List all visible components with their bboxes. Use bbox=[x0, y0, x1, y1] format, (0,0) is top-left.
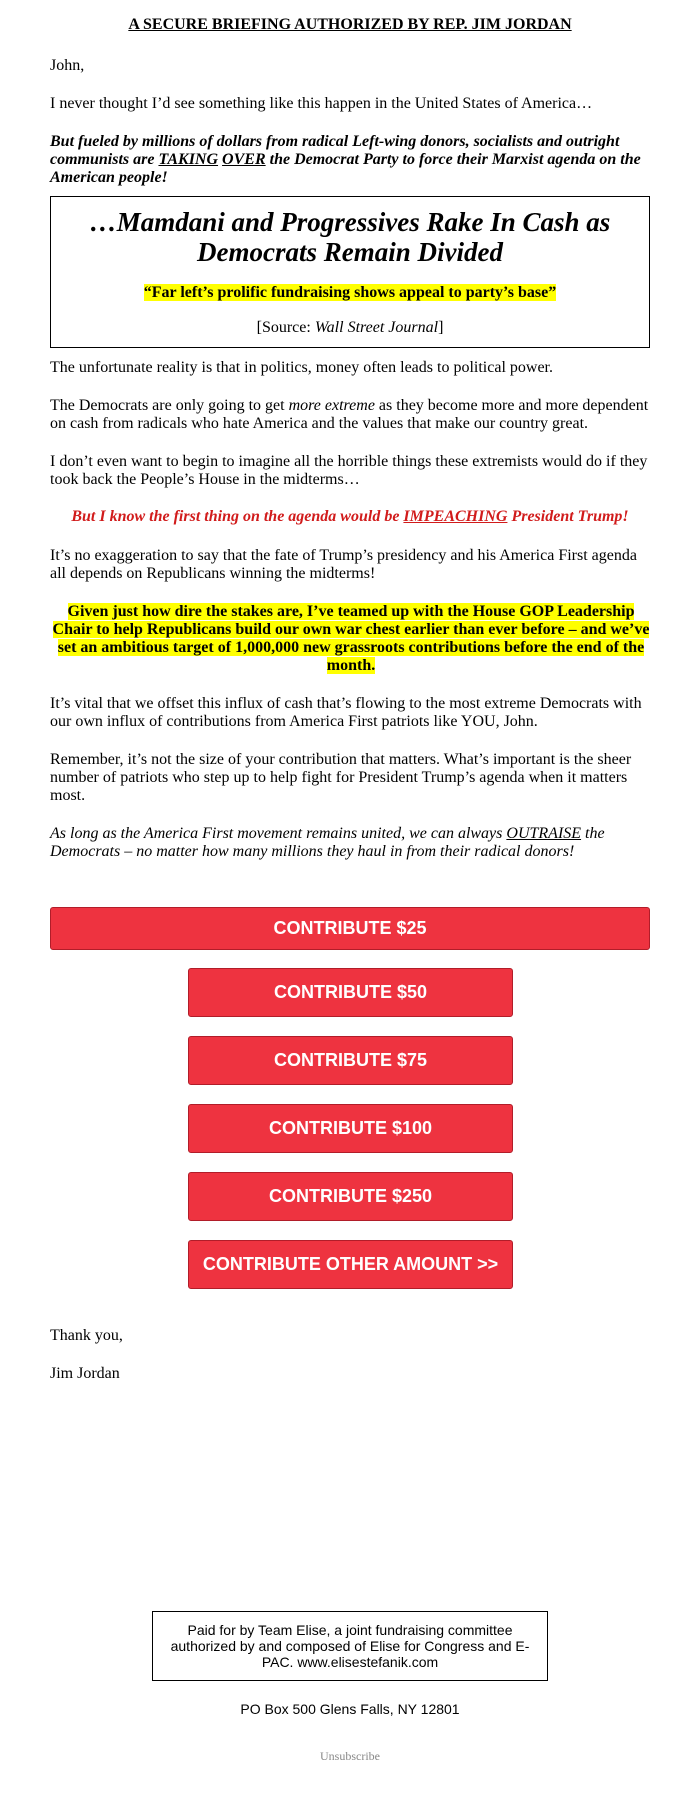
source-name: Wall Street Journal bbox=[314, 319, 439, 336]
contribute-250-button[interactable]: CONTRIBUTE $250 bbox=[188, 1172, 513, 1221]
briefing-header: A SECURE BRIEFING AUTHORIZED BY REP. JIM JORDAN bbox=[128, 16, 572, 33]
contribute-75-button[interactable]: CONTRIBUTE $75 bbox=[188, 1036, 513, 1085]
reality-paragraph: The unfortunate reality is that in politics, money often leads to political power. bbox=[50, 359, 553, 376]
intro-paragraph: I never thought I’d see something like this happen in the United States of America… bbox=[50, 95, 593, 112]
contribute-25-button[interactable]: CONTRIBUTE $25 bbox=[50, 907, 650, 950]
news-source: [Source: Wall Street Journal] bbox=[256, 319, 444, 336]
remember-paragraph: Remember, it’s not the size of your contribution that matters. What’s important is the sheer number of patriots who step up to help fight for President Trump’s agenda when it matters most. bbox=[50, 751, 632, 804]
democrats-paragraph: The Democrats are only going to get more extreme as they become more and more dependent on cash from radicals who hate America and the values that make our country great. bbox=[50, 397, 649, 432]
contribute-other-button[interactable]: CONTRIBUTE OTHER AMOUNT >> bbox=[188, 1240, 513, 1289]
exaggeration-paragraph: It’s no exaggeration to say that the fate of Trump’s presidency and his America First agenda all depends on Republicans winning the midterms! bbox=[50, 547, 637, 582]
news-quote-box bbox=[50, 196, 650, 348]
greeting: John, bbox=[50, 57, 85, 74]
news-subhead: “Far left’s prolific fundraising shows appeal to party’s base” bbox=[143, 284, 557, 301]
vital-paragraph: It’s vital that we offset this influx of cash that’s flowing to the most extreme Democrats with our own influx of contributions from America First patriots like YOU, John. bbox=[50, 695, 642, 730]
impeaching-alert: But I know the first thing on the agenda would be IMPEACHING President Trump! bbox=[71, 508, 629, 525]
closing-italic-paragraph: As long as the America First movement remains united, we can always OUTRAISE the Democrats – no matter how many millions they haul in from their radical donors! bbox=[50, 825, 605, 860]
mailing-address: PO Box 500 Glens Falls, NY 12801 bbox=[240, 1701, 460, 1717]
news-headline: …Mamdani and Progressives Rake In Cash as Democrats Remain Divided bbox=[89, 207, 611, 267]
impeaching-underlined: IMPEACHING bbox=[403, 508, 508, 525]
paid-for-disclaimer: Paid for by Team Elise, a joint fundraising committee authorized by and composed of Elise for Congress and E-PAC. www.elisestefanik.com bbox=[152, 1611, 548, 1681]
contribute-100-button[interactable]: CONTRIBUTE $100 bbox=[188, 1104, 513, 1153]
contribute-50-button[interactable]: CONTRIBUTE $50 bbox=[188, 968, 513, 1017]
emphasis-paragraph: But fueled by millions of dollars from radical Left-wing donors, socialists and outright communists are TAKING OVER the Democrat Party to force their Marxist agenda on the American people! bbox=[50, 133, 641, 186]
signature: Jim Jordan bbox=[50, 1365, 120, 1382]
highlighted-goal-paragraph: Given just how dire the stakes are, I’ve teamed up with the House GOP Leadership Chair to help Republicans build our own war chest earlier than ever before – and we’ve set an ambitious target of 1,000,000 new grassroots contributions before the end of the month. bbox=[52, 603, 650, 674]
outraise-underlined: OUTRAISE bbox=[506, 825, 582, 842]
thanks-line: Thank you, bbox=[50, 1327, 123, 1344]
imagine-paragraph: I don’t even want to begin to imagine all the horrible things these extremists would do if they took back the People’s House in the midterms… bbox=[50, 453, 648, 488]
over-underlined: OVER bbox=[222, 151, 266, 168]
taking-underlined: TAKING bbox=[158, 151, 219, 168]
unsubscribe-link[interactable]: Unsubscribe bbox=[320, 1749, 380, 1763]
